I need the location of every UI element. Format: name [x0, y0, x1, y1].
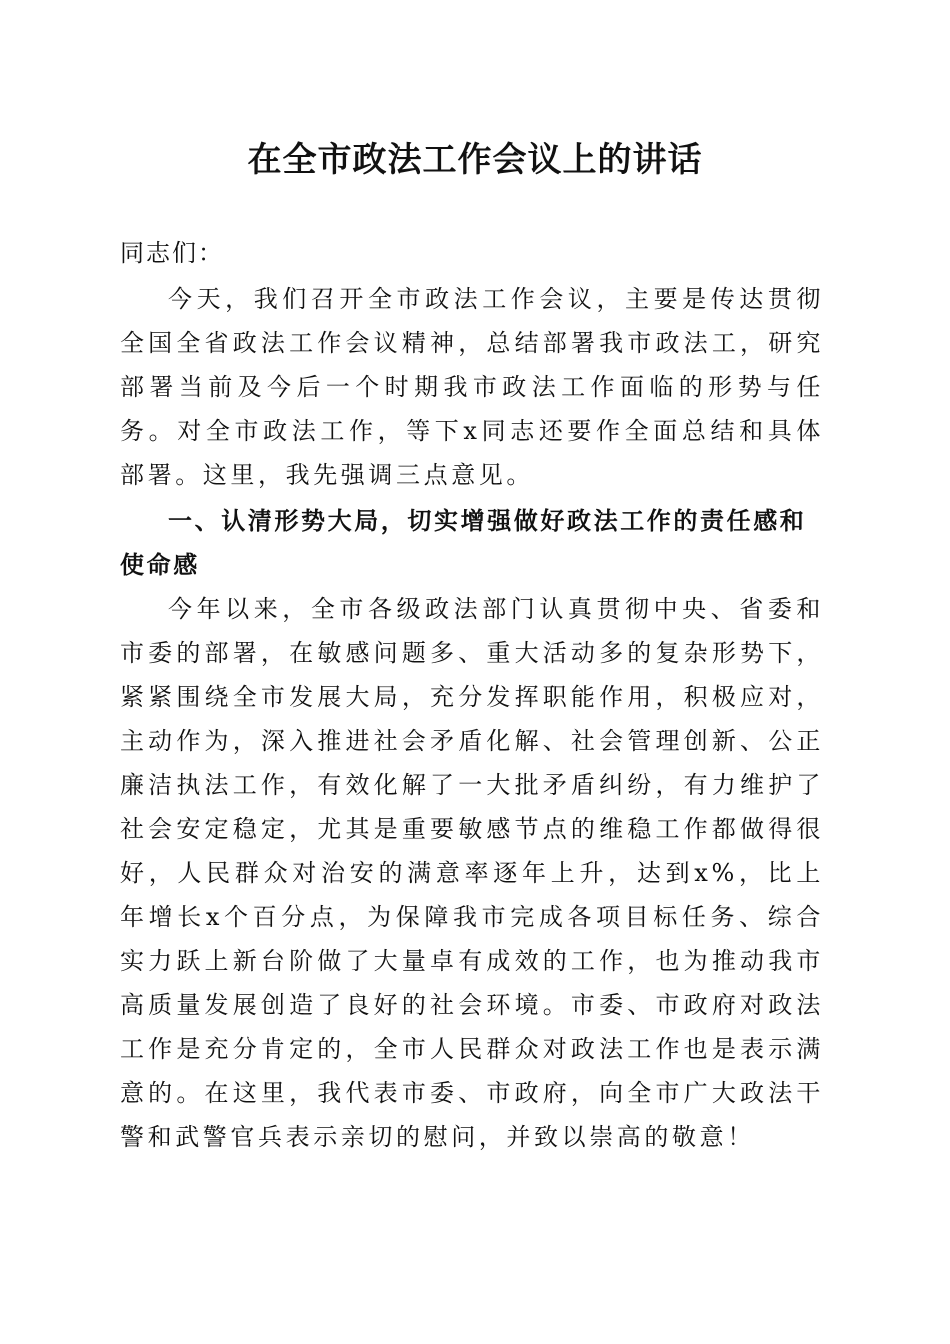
paragraph-section-1: 今年以来，全市各级政法部门认真贯彻中央、省委和市委的部署，在敏感问题多、重大活动多的复杂形势下，紧紧围绕全市发展大局，充分发挥职能作用，积极应对，主动作为，深入推进社会矛盾化解、社会管理创新、公正廉洁执法工作，有效化解了一大批矛盾纠纷，有力维护了社会安定稳定，尤其是重要敏感节点的维稳工作都做得很好，人民群众对治安的满意率逐年上升，达到x%，比上年增长x个百分点，为保障我市完成各项目标任务、综合实力跃上新台阶做了大量卓有成效的工作，也为推动我市高质量发展创造了良好的社会环境。市委、市政府对政法工作是充分肯定的，全市人民群众对政法工作也是表示满意的。在这里，我代表市委、市政府，向全市广大政法干警和武警官兵表示亲切的慰问，并致以崇高的敬意！	[120, 595, 824, 1151]
document-title: 在全市政法工作会议上的讲话	[247, 140, 703, 180]
salutation: 同志们：	[120, 239, 224, 267]
paragraph-intro: 今天，我们召开全市政法工作会议，主要是传达贯彻全国全省政法工作会议精神，总结部署我市政法工，研究部署当前及今后一个时期我市政法工作面临的形势与任务。对全市政法工作，等下x同志还要作全面总结和具体部署。这里，我先强调三点意见。	[120, 285, 824, 489]
section-heading-1: 一、认清形势大局，切实增强做好政法工作的责任感和使命感	[120, 507, 807, 579]
